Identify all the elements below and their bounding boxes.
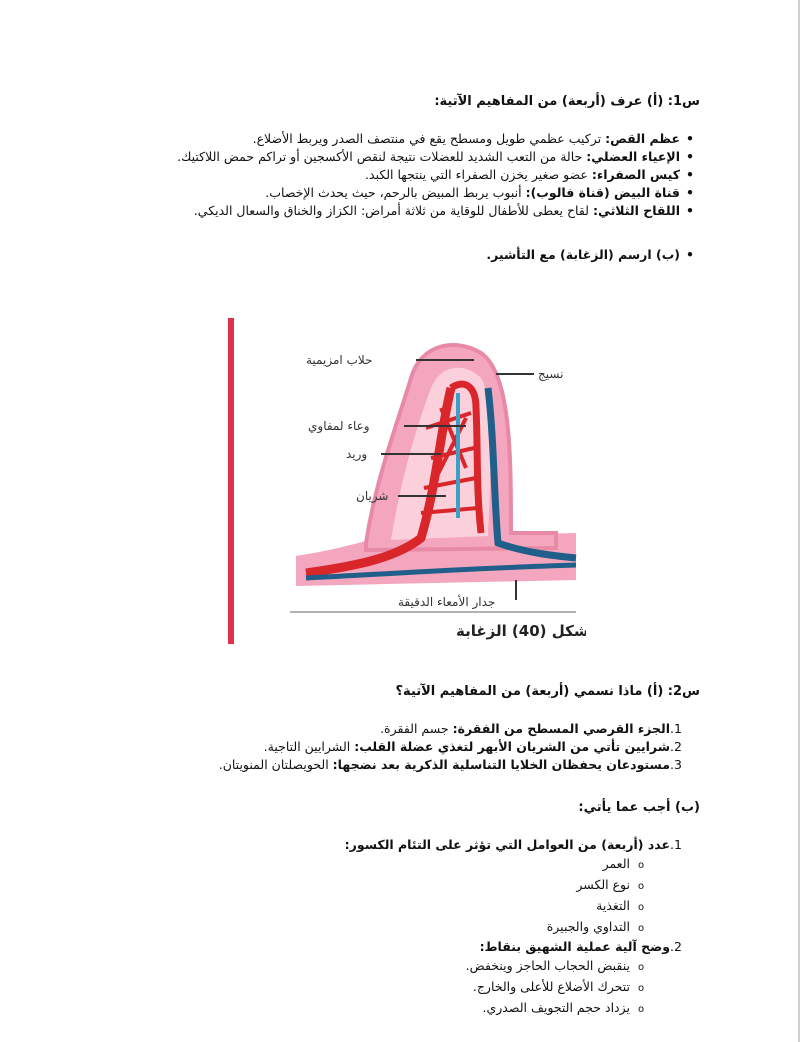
q1-def: تركيب عظمي طويل ومسطح يقع في منتصف الصدر ويربط الأضلاع. [252,131,606,146]
q2-answer: الحويصلتان المنويتان. [218,757,333,772]
label-vein: وريد [346,447,368,461]
sub-item: o العمر [40,854,700,875]
q1-def: لقاح يعطى للأطفال للوقاية من ثلاثة أمراض: الكزاز والخناق والسعال الديكي. [193,203,593,218]
q2-b-title: (ب) أجب عما يأتي: [578,800,700,815]
q2-list [40,720,700,774]
q1-b-title: • (ب) ارسم (الزغابة) مع التأشير. [40,246,700,264]
q2-item [40,720,700,738]
q1-def: عضو صغير يخزن الصفراء التي ينتجها الكبد. [365,167,592,182]
label-lacteal: حلاب امزيمية [306,353,373,367]
q2-num: 3. [670,757,682,772]
q2-b-list [40,836,700,1019]
q2-b-question: وضح آلية عملية الشهيق بنقاط: [479,939,670,954]
villus-figure [226,318,586,648]
label-intestinal-wall: جدار الأمعاء الدقيقة [398,595,496,609]
villus-diagram [226,318,586,648]
q2-num: 2. [670,739,682,754]
q2-question: مستودعان يحفظان الخلايا التناسلية الذكرية بعد نضجها: [332,757,670,772]
q2-b-item [40,938,700,956]
label-artery: شريان [356,489,389,503]
q1-term: اللقاح الثلاثي: [592,203,680,218]
q1-title: س1: (أ) عرف (أربعة) من المفاهيم الآتية: [434,94,700,109]
q1-item [40,202,700,220]
q1-term: كيس الصفراء: [591,167,680,182]
q1-item [40,166,700,184]
q2-num: 1. [670,721,682,736]
q1-item [40,184,700,202]
figure-caption: شكل (40) الزغابة [456,622,586,640]
q2-answer: جسم الفقرة. [380,721,453,736]
q2-question: شرايين تأتي من الشريان الأبهر لتغذي عضلة القلب: [354,739,670,754]
figure-left-border [228,318,234,644]
q2-title: س2: (أ) ماذا نسمي (أربعة) من المفاهيم الآتية؟ [395,684,700,699]
q1-list [40,130,700,220]
q1-term: الإعياء العضلي: [586,149,680,164]
q1-def: أنبوب يربط المبيض بالرحم، حيث يحدث الإخصاب. [265,185,526,200]
sub-item: o نوع الكسر [40,875,700,896]
sub-item: o التغذية [40,896,700,917]
sub-item: o يزداد حجم التجويف الصدري. [40,998,700,1019]
q2-question: الجزء القرصي المسطح من الفقرة: [452,721,670,736]
q2-answer: الشرايين التاجية. [263,739,355,754]
q1-def: حالة من التعب الشديد للعضلات نتيجة لنقص الأكسجين أو تراكم حمض اللاكتيك. [177,149,587,164]
q2-b-question: عدد (أربعة) من العوامل التي تؤثر على التئام الكسور: [344,837,670,852]
q2-b-num: 1. [670,837,682,852]
label-tissue: نسيج [538,367,564,381]
label-lymph-vessel: وعاء لمفاوي [308,419,370,433]
q1-item [40,130,700,148]
q2-b-num: 2. [670,939,682,954]
q2-item [40,756,700,774]
sub-item: o التداوي والجبيرة [40,917,700,938]
sub-item: o تتحرك الأضلاع للأعلى والخارج. [40,977,700,998]
sub-item: o ينقبض الحجاب الحاجز وينخفض. [40,956,700,977]
q2-item [40,738,700,756]
q1-item [40,148,700,166]
q1-term: عظم القص: [605,131,680,146]
q1-term: قناة البيض (قناة فالوب): [525,185,680,200]
q2-b-item [40,836,700,854]
